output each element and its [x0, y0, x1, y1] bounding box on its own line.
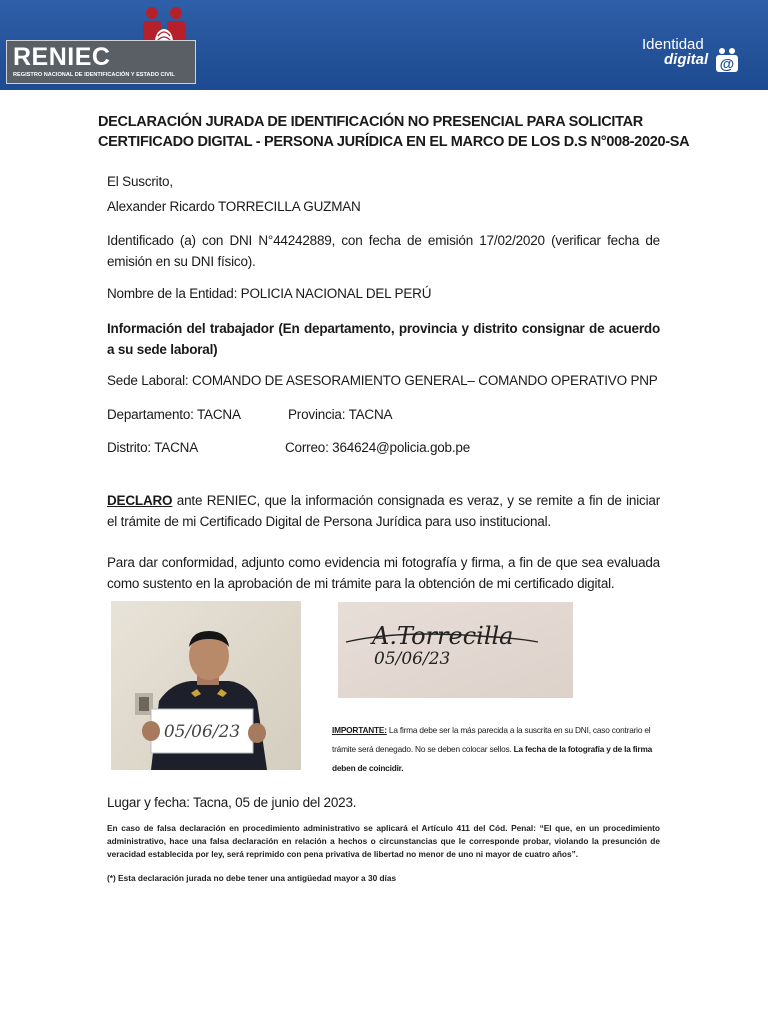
- departamento-text: Departamento: TACNA: [107, 407, 241, 422]
- sede-laboral-text: Sede Laboral: COMANDO DE ASESORAMIENTO GENERAL– COMANDO OPERATIVO PNP: [107, 373, 658, 388]
- important-label: IMPORTANTE:: [332, 725, 387, 735]
- declarant-photo: [111, 601, 301, 770]
- declaro-word: DECLARO: [107, 493, 173, 508]
- falsa-declaracion-text: En caso de falsa declaración en procedimiento administrativo se aplicará el Artículo 411 del Cód. Penal: “El que, en un procedimiento administrativo, hace una falsa declaración en relación a hechos o circunstancias que le corresponde probar, violando la presunción de veracidad establecida por ley, será reprimido con pena privativa de libertad no menor de uno ni mayor de cuatro años”.: [107, 823, 660, 859]
- important-note: [332, 721, 662, 778]
- correo-text: Correo: 364624@policia.gob.pe: [285, 440, 471, 455]
- conformidad-paragraph: Para dar conformidad, adjunto como evidencia mi fotografía y firma, a fin de que sea evaluada como sustento en la aprobación de mi trámite para la obtención de mi certificado digital.: [107, 555, 660, 591]
- reniec-logo: [6, 6, 196, 84]
- signature-date: 05/06/23: [374, 649, 451, 669]
- header-banner: [0, 0, 768, 90]
- photo-illustration: [111, 601, 301, 770]
- declaro-rest: ante RENIEC, que la información consignada es veraz, y se remite a fin de iniciar el trámite de mi Certificado Digital de Persona Jurídica para uso institucional.: [107, 493, 660, 529]
- reniec-subtitle: REGISTRO NACIONAL DE IDENTIFICACIÓN Y ESTADO CIVIL: [13, 72, 175, 78]
- signature-image: [338, 602, 573, 698]
- info-trabajador-heading: Información del trabajador (En departamento, provincia y distrito consignar de acuerdo a su sede laboral): [107, 321, 660, 357]
- entidad-text: Nombre de la Entidad: POLICIA NACIONAL DEL PERÚ: [107, 286, 432, 301]
- signature-name: A.Torrecilla: [372, 622, 514, 650]
- identidad-digital-logo: [640, 34, 752, 74]
- at-sign-icon: [714, 47, 740, 73]
- signature-drawing: [338, 602, 573, 698]
- identidad-word: Identidad: [642, 36, 704, 53]
- important-bold-text: La fecha de la fotografía y de la firma deben de coincidir.: [332, 744, 653, 773]
- suscrito-text: El Suscrito,: [107, 174, 173, 189]
- provincia-text: Provincia: TACNA: [288, 407, 393, 422]
- photo-sign-date: 05/06/23: [163, 722, 241, 742]
- document-title: DECLARACIÓN JURADA DE IDENTIFICACIÓN NO PRESENCIAL PARA SOLICITAR CERTIFICADO DIGITAL - PERSONA JURÍDICA EN EL MARCO DE LOS D.S N°008-2020-SA: [98, 114, 690, 150]
- antiguedad-note: (*) Esta declaración jurada no debe tener una antigüedad mayor a 30 días: [107, 873, 397, 883]
- declarant-name: Alexander Ricardo TORRECILLA GUZMAN: [107, 199, 361, 214]
- svg-text:@: @: [719, 56, 735, 73]
- digital-word: digital: [664, 51, 709, 68]
- lugar-fecha-text: Lugar y fecha: Tacna, 05 de junio del 2023.: [107, 795, 357, 810]
- reniec-name-plate: [6, 40, 196, 84]
- declaro-paragraph: [107, 490, 660, 532]
- identificado-text: Identificado (a) con DNI N°44242889, con fecha de emisión 17/02/2020 (verificar fecha de emisión en su DNI físico).: [107, 233, 660, 269]
- distrito-text: Distrito: TACNA: [107, 440, 199, 455]
- important-text: La firma debe ser la más parecida a la suscrita en su DNI, caso contrario el trámite será denegado. No se deben colocar sellos.: [332, 725, 651, 754]
- reniec-wordmark: RENIEC: [13, 43, 111, 71]
